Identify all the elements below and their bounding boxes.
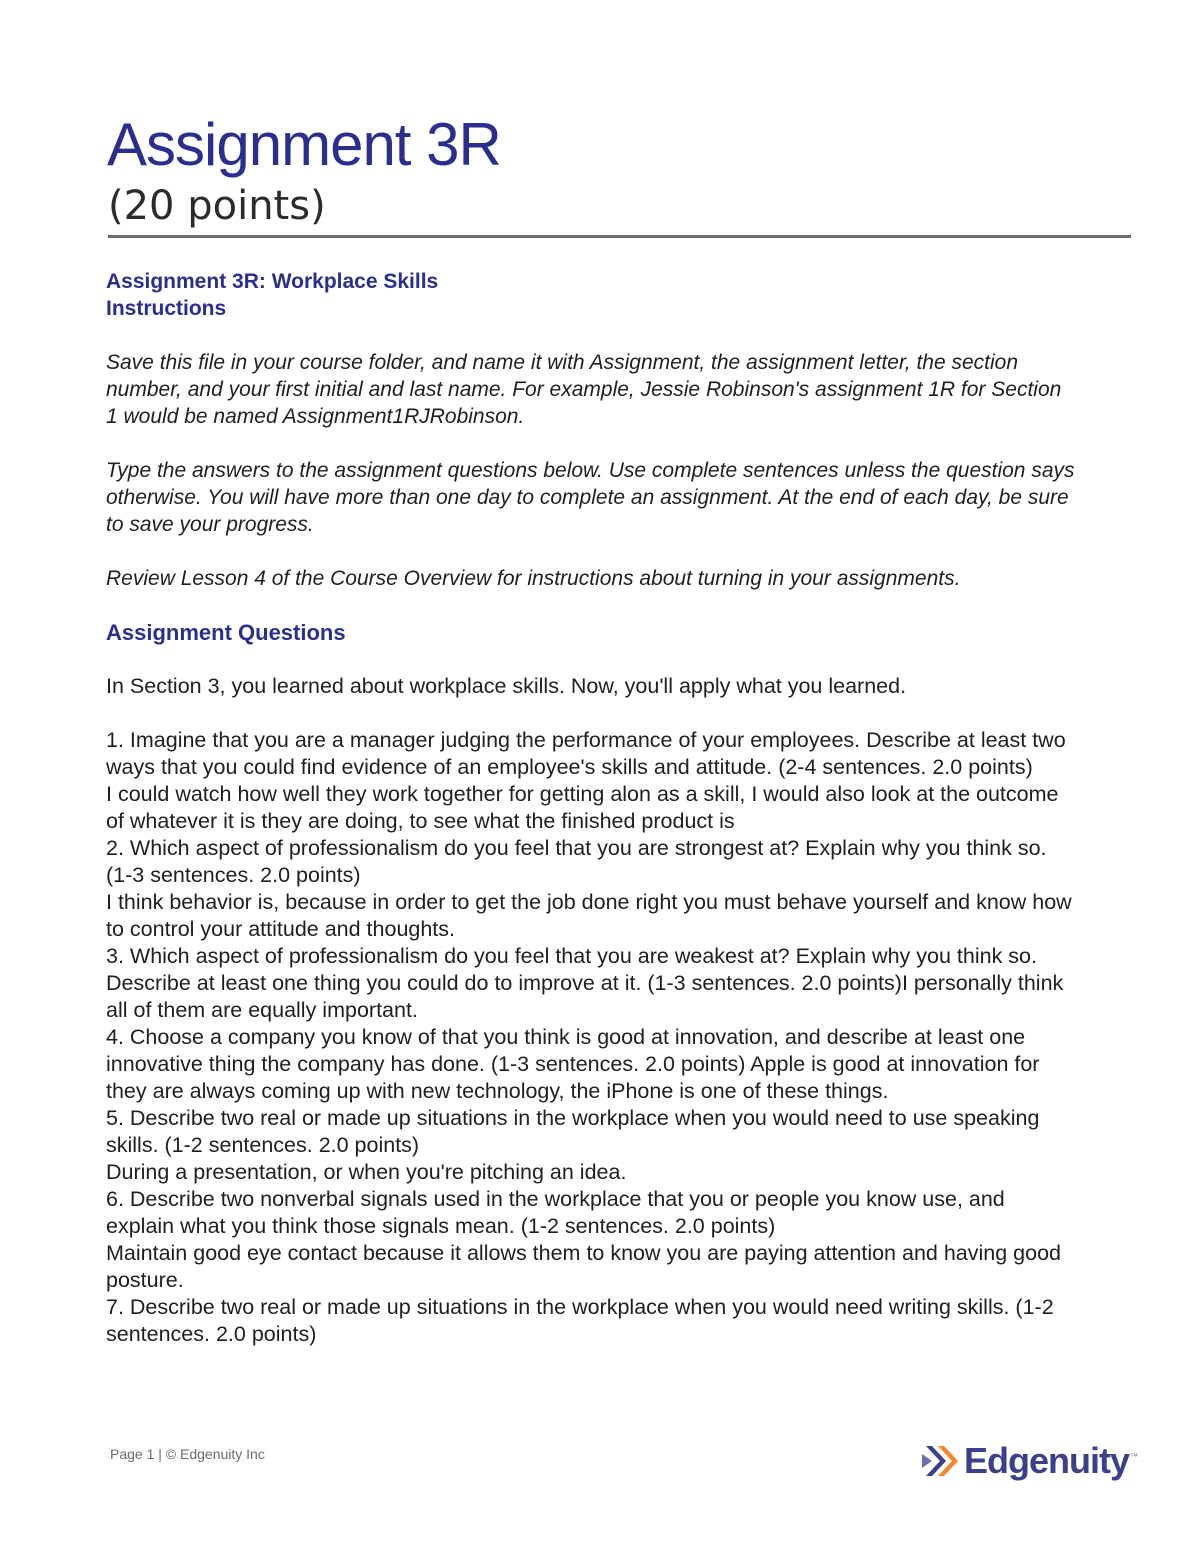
document-body — [106, 268, 1076, 1348]
title-divider — [108, 235, 1131, 238]
question-2: 2. Which aspect of professionalism do you feel that you are strongest at? Explain why you think so. (1-3 sentences. 2.0 points) — [106, 836, 1047, 887]
trademark-symbol: ™ — [1130, 1452, 1139, 1461]
question-4: 4. Choose a company you know of that you think is good at innovation, and describe at least one innovative thing the company has done. (1-3 sentences. 2.0 points) Apple is good at innovation for they are always coming up with new technology, the iPhone is one of these things. — [106, 1025, 1040, 1103]
question-6: 6. Describe two nonverbal signals used in the workplace that you or people you know use, and explain what you think those signals mean. (1-2 sentences. 2.0 points) — [106, 1187, 1005, 1238]
instruction-paragraph: Type the answers to the assignment questions below. Use complete sentences unless the question says otherwise. You will have more than one day to complete an assignment. At the end of each day, be sure to save your progress. — [106, 459, 1075, 536]
question-1: 1. Imagine that you are a manager judging the performance of your employees. Describe at least two ways that you could find evidence of an employee's skills and attitude. (2-4 sentences. 2.0 points) — [106, 728, 1066, 779]
question-5: 5. Describe two real or made up situations in the workplace when you would need to use speaking skills. (1-2 sentences. 2.0 points) — [106, 1106, 1040, 1157]
questions-intro: In Section 3, you learned about workplace skills. Now, you'll apply what you learned. — [106, 674, 907, 698]
instruction-paragraph: Review Lesson 4 of the Course Overview for instructions about turning in your assignments. — [106, 567, 961, 590]
points-subtitle: (20 points) — [108, 183, 326, 229]
edgenuity-x-icon — [920, 1440, 962, 1482]
question-3: 3. Which aspect of professionalism do you feel that you are weakest at? Explain why you think so. Describe at least one thing you could do to improve at it. (1-3 sentences. 2.0 points)I personally think all of them are equally important. — [106, 944, 1064, 1022]
questions-heading: Assignment Questions — [106, 620, 346, 645]
question-list — [106, 727, 1076, 1348]
question-7: 7. Describe two real or made up situations in the workplace when you would need writing skills. (1-2 sentences. 2.0 points) — [106, 1295, 1054, 1346]
assignment-heading: Assignment 3R: Workplace Skills — [106, 270, 439, 293]
instructions-heading: Instructions — [106, 297, 227, 320]
answer-6: Maintain good eye contact because it allows them to know you are paying attention and having good posture. — [106, 1241, 1061, 1292]
page-footer: Page 1 | © Edgenuity Inc — [110, 1446, 265, 1462]
document-title: Assignment 3R — [107, 111, 501, 178]
answer-2: I think behavior is, because in order to get the job done right you must behave yourself and know how to control your attitude and thoughts. — [106, 890, 1072, 941]
instruction-paragraph: Save this file in your course folder, and name it with Assignment, the assignment letter, the section number, and your first initial and last name. For example, Jessie Robinson's assignment 1R for Section 1 would be named Assignment1RJRobinson. — [106, 351, 1062, 428]
answer-5: During a presentation, or when you're pitching an idea. — [106, 1160, 627, 1184]
answer-1: I could watch how well they work together for getting alon as a skill, I would also look at the outcome of whatever it is they are doing, to see what the finished product is — [106, 782, 1059, 833]
brand-wordmark: Edgenuity — [964, 1440, 1130, 1481]
edgenuity-logo — [920, 1440, 1138, 1482]
